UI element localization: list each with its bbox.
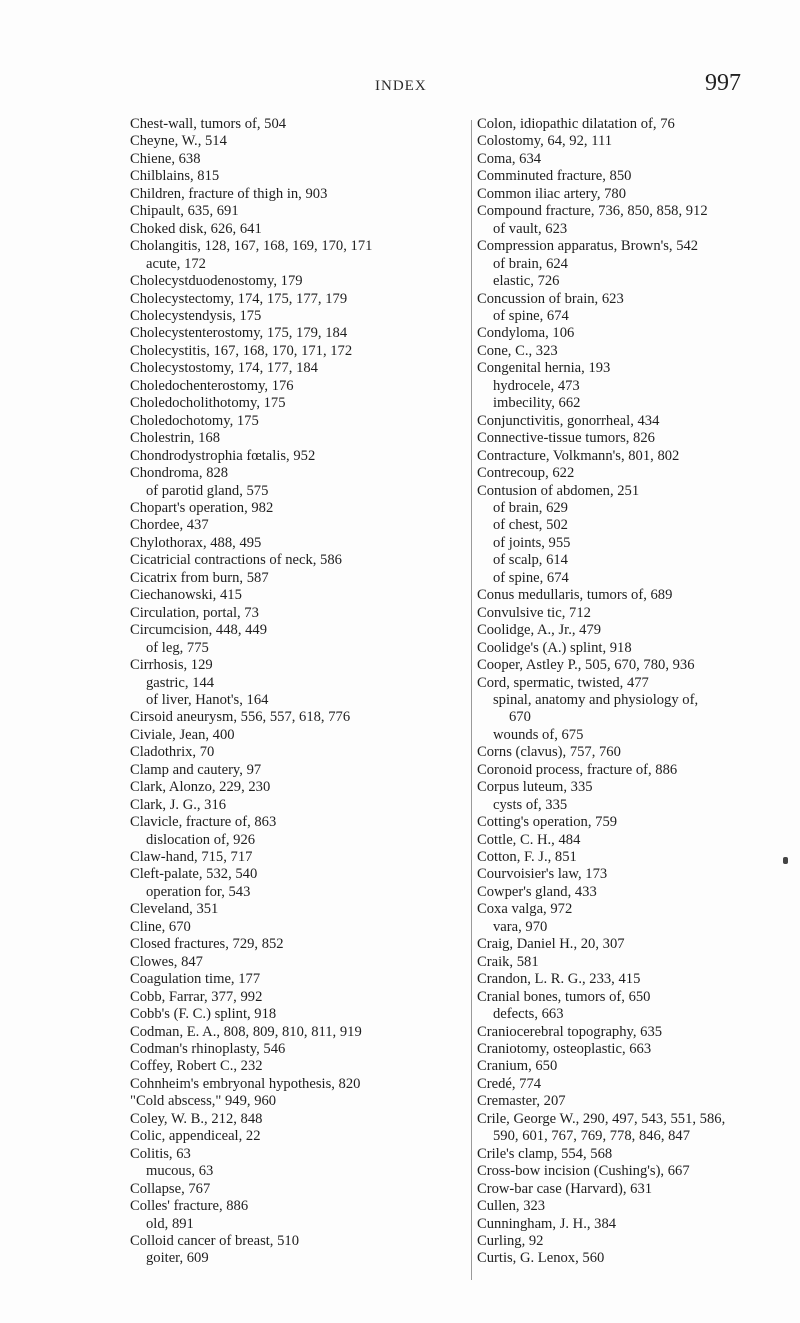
index-entry: Cholangitis, 128, 167, 168, 169, 170, 171 [130,238,373,255]
index-subentry: of spine, 674 [493,569,569,586]
index-entry: Colitis, 63 [130,1145,191,1162]
index-subentry: cysts of, 335 [493,796,568,813]
index-entry: Chopart's operation, 982 [130,499,274,516]
index-entry: Cobb's (F. C.) splint, 918 [130,1006,277,1023]
page-title: INDEX [375,78,427,94]
index-entry: Corpus luteum, 335 [477,779,593,796]
index-entry: Cowper's gland, 433 [477,883,597,900]
index-entry: Chordee, 437 [130,517,209,534]
index-entry: Claw-hand, 715, 717 [130,849,253,866]
index-entry: Choledocholithotomy, 175 [130,395,286,412]
index-subentry: gastric, 144 [146,674,215,691]
index-entry: Cirsoid aneurysm, 556, 557, 618, 776 [130,709,351,726]
index-subentry: dislocation of, 926 [146,831,256,848]
index-entry: Cremaster, 207 [477,1093,566,1110]
index-subentry: goiter, 609 [146,1250,209,1267]
index-subentry: of vault, 623 [493,220,568,237]
index-entry: Circulation, portal, 73 [130,604,259,621]
index-subentry: of scalp, 614 [493,552,568,569]
index-entry: Coronoid process, fracture of, 886 [477,761,678,778]
index-entry: Choledochenterostomy, 176 [130,377,294,394]
index-entry: Credé, 774 [477,1075,542,1092]
index-entry: Contracture, Volkmann's, 801, 802 [477,447,680,464]
index-entry: Cicatrix from burn, 587 [130,569,269,586]
index-entry: Common iliac artery, 780 [477,185,627,202]
index-entry: Curling, 92 [477,1233,544,1249]
index-entry: Cullen, 323 [477,1198,546,1215]
index-entry: Colic, appendiceal, 22 [130,1128,261,1145]
index-entry: Cholecystostomy, 174, 177, 184 [130,360,318,377]
index-entry: Congenital hernia, 193 [477,360,611,377]
index-entry: Chiene, 638 [130,150,201,167]
index-entry: Coagulation time, 177 [130,971,261,988]
index-subentry: of liver, Hanot's, 164 [146,691,269,708]
index-subentry: defects, 663 [493,1006,564,1023]
index-entry: Cicatricial contractions of neck, 586 [130,552,342,569]
index-entry: Collapse, 767 [130,1180,211,1197]
index-subentry: vara, 970 [493,918,548,935]
index-entry: Codman, E. A., 808, 809, 810, 811, 919 [130,1023,362,1040]
index-entry: Colles' fracture, 886 [130,1198,249,1215]
index-entry: Clavicle, fracture of, 863 [130,814,277,831]
index-entry: Clark, J. G., 316 [130,796,227,813]
index-entry: Coma, 634 [477,150,542,167]
index-entry: Cholestrin, 168 [130,430,220,447]
index-entry: Contrecoup, 622 [477,465,575,482]
index-entry: Comminuted fracture, 850 [477,168,632,185]
index-entry: Cirrhosis, 129 [130,657,213,674]
index-entry: Cholecystectomy, 174, 175, 177, 179 [130,290,348,307]
index-entry: Colon, idiopathic dilatation of, 76 [477,116,675,132]
index-entry: Compression apparatus, Brown's, 542 [477,238,699,255]
index-entry: Chilblains, 815 [130,168,220,185]
index-entry: Chipault, 635, 691 [130,203,239,220]
index-entry: Crile's clamp, 554, 568 [477,1145,613,1162]
index-entry: Craig, Daniel H., 20, 307 [477,936,625,953]
index-subentry: old, 891 [146,1215,194,1232]
index-entry: Condyloma, 106 [477,325,575,342]
index-subentry: of chest, 502 [493,517,568,534]
index-subentry: hydrocele, 473 [493,377,580,394]
index-entry: Craniocerebral topography, 635 [477,1023,663,1040]
index-entry: Corns (clavus), 757, 760 [477,744,621,761]
index-entry: Clowes, 847 [130,953,203,970]
index-entry: Cholecystenterostomy, 175, 179, 184 [130,325,348,342]
index-column-left [130,116,480,1268]
index-entry: Cleft-palate, 532, 540 [130,866,258,883]
index-entry: Crow-bar case (Harvard), 631 [477,1180,653,1197]
index-subentry: imbecility, 662 [493,395,581,412]
page-number: 997 [705,70,741,96]
index-entry: "Cold abscess," 949, 960 [130,1093,277,1110]
index-subentry: mucous, 63 [146,1163,214,1180]
index-entry: Cranium, 650 [477,1058,558,1075]
index-entry: Coolidge, A., Jr., 479 [477,622,602,639]
index-entry: Cohnheim's embryonal hypothesis, 820 [130,1075,361,1092]
index-entry: Cline, 670 [130,918,191,935]
index-entry: Coley, W. B., 212, 848 [130,1110,263,1127]
index-entry: Cladothrix, 70 [130,744,215,761]
index-entry: Cleveland, 351 [130,901,219,918]
index-entry: Cotton, F. J., 851 [477,849,577,866]
index-entry: Cooper, Astley P., 505, 670, 780, 936 [477,657,695,674]
index-subentry: of leg, 775 [146,639,209,656]
index-subentry: 670 [509,709,531,726]
index-entry: Coffey, Robert C., 232 [130,1058,263,1075]
index-entry: Connective-tissue tumors, 826 [477,430,655,447]
index-entry: Colostomy, 64, 92, 111 [477,133,612,150]
index-subentry: acute, 172 [146,255,206,272]
index-entry: Curtis, G. Lenox, 560 [477,1250,605,1267]
margin-mark [783,857,788,864]
index-entry: Contusion of abdomen, 251 [477,482,640,499]
index-entry: Craik, 581 [477,953,539,970]
index-entry: Cobb, Farrar, 377, 992 [130,988,263,1005]
index-entry: Civiale, Jean, 400 [130,726,235,743]
index-entry: Choledochotomy, 175 [130,412,259,429]
index-entry: Cholecystduodenostomy, 179 [130,273,303,290]
index-subentry: wounds of, 675 [493,726,584,743]
index-entry: Coxa valga, 972 [477,901,573,918]
index-subentry: operation for, 543 [146,883,251,900]
index-entry: Convulsive tic, 712 [477,604,591,621]
index-entry: Circumcision, 448, 449 [130,622,268,639]
page-header [0,62,800,102]
index-entry: Cranial bones, tumors of, 650 [477,988,651,1005]
index-entry: Cunningham, J. H., 384 [477,1215,617,1232]
index-entry: Chondrodystrophia fœtalis, 952 [130,447,316,464]
index-subentry: of joints, 955 [493,534,571,551]
index-column-right [477,116,797,1268]
index-entry: Cholecystitis, 167, 168, 170, 171, 172 [130,342,353,359]
index-entry: Codman's rhinoplasty, 546 [130,1041,286,1058]
index-entry: Conjunctivitis, gonorrheal, 434 [477,412,660,429]
column-divider [471,120,472,1280]
index-entry: Courvoisier's law, 173 [477,866,608,883]
index-entry: Cheyne, W., 514 [130,133,227,150]
index-entry: Crile, George W., 290, 497, 543, 551, 586, [477,1110,726,1127]
index-entry: Chondroma, 828 [130,465,229,482]
index-entry: Chylothorax, 488, 495 [130,534,262,551]
index-entry: Clamp and cautery, 97 [130,761,262,778]
index-entry: Clark, Alonzo, 229, 230 [130,779,271,796]
index-entry: Craniotomy, osteoplastic, 663 [477,1041,652,1058]
index-entry: Cotting's operation, 759 [477,814,618,831]
index-entry: Cross-bow incision (Cushing's), 667 [477,1163,690,1180]
index-entry: Colloid cancer of breast, 510 [130,1233,299,1249]
index-subentry: of brain, 624 [493,255,568,272]
index-entry: Concussion of brain, 623 [477,290,624,307]
index-entry: Cholecystendysis, 175 [130,307,262,324]
index-entry: Chest-wall, tumors of, 504 [130,116,287,132]
index-subentry: spinal, anatomy and physiology of, [493,691,699,708]
index-entry: Choked disk, 626, 641 [130,220,262,237]
index-subentry: 590, 601, 767, 769, 778, 846, 847 [493,1128,691,1145]
index-entry: Children, fracture of thigh in, 903 [130,185,328,202]
index-subentry: of spine, 674 [493,307,569,324]
index-entry: Ciechanowski, 415 [130,587,242,604]
index-entry: Conus medullaris, tumors of, 689 [477,587,673,604]
index-subentry: elastic, 726 [493,273,560,290]
index-entry: Cord, spermatic, twisted, 477 [477,674,649,691]
index-entry: Crandon, L. R. G., 233, 415 [477,971,641,988]
index-entry: Compound fracture, 736, 850, 858, 912 [477,203,708,220]
index-subentry: of brain, 629 [493,499,568,516]
index-entry: Closed fractures, 729, 852 [130,936,284,953]
index-entry: Cone, C., 323 [477,342,558,359]
index-entry: Cottle, C. H., 484 [477,831,581,848]
index-entry: Coolidge's (A.) splint, 918 [477,639,632,656]
index-subentry: of parotid gland, 575 [146,482,269,499]
